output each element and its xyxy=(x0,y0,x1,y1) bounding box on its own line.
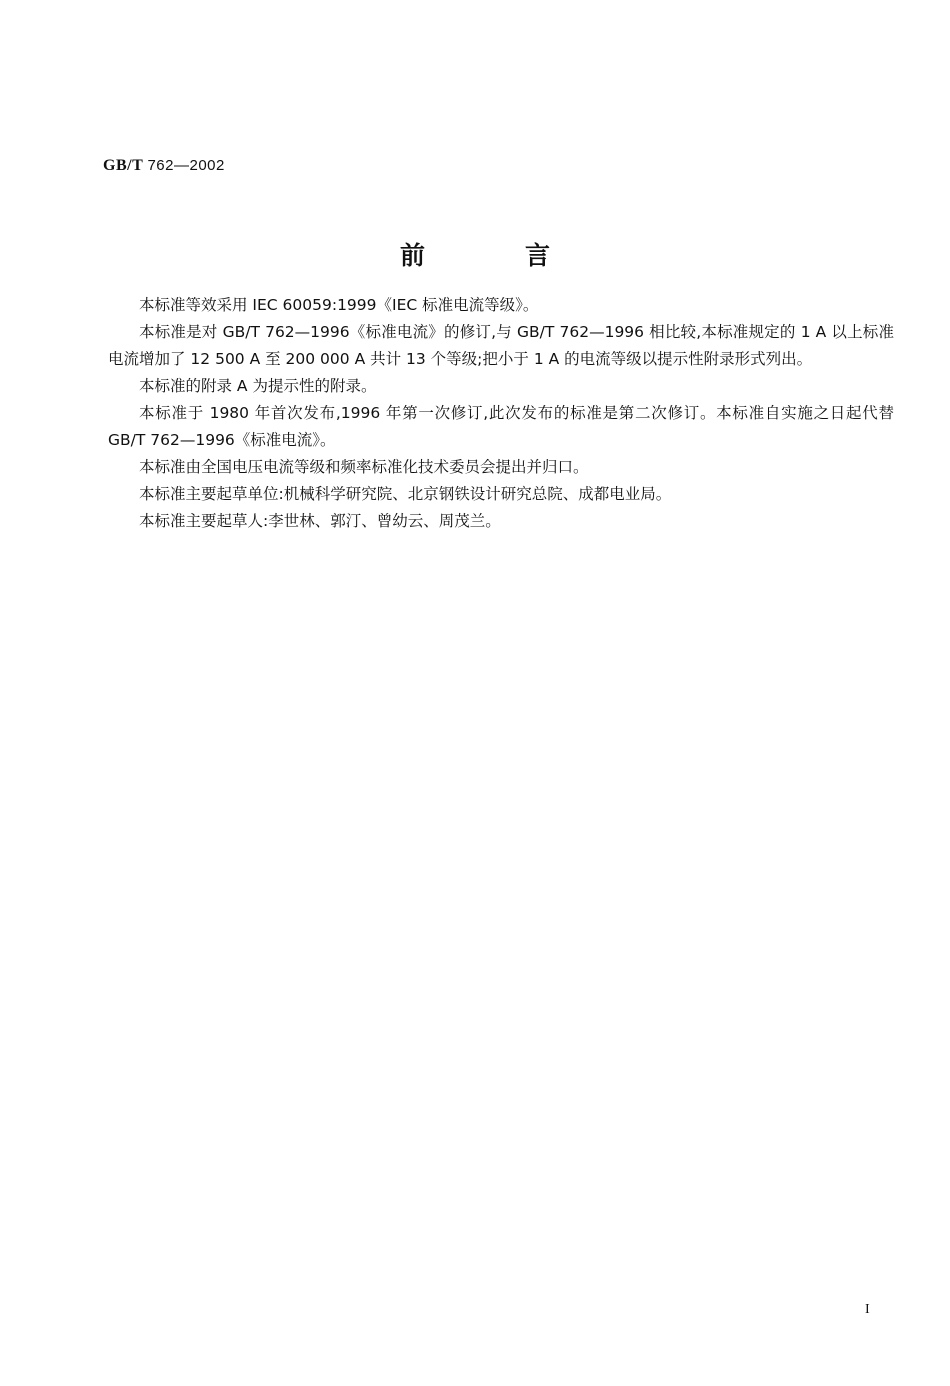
page-title: 前言 xyxy=(399,241,650,270)
standard-code-prefix: GB/T xyxy=(103,157,143,174)
paragraph-history: 本标准于 1980 年首次发布,1996 年第一次修订,此次发布的标准是第二次修订。本标准自实施之日起代替 GB/T 762—1996《标准电流》。 xyxy=(108,404,894,449)
paragraph-proposer: 本标准由全国电压电流等级和频率标准化技术委员会提出并归口。 xyxy=(139,458,589,476)
standard-code xyxy=(103,157,225,175)
page-number: I xyxy=(865,1302,870,1317)
paragraph-adoption: 本标准等效采用 IEC 60059:1999《IEC 标准电流等级》。 xyxy=(139,296,539,314)
paragraph-drafting-units: 本标准主要起草单位:机械科学研究院、北京钢铁设计研究总院、成都电业局。 xyxy=(139,485,672,503)
paragraph-drafters: 本标准主要起草人:李世林、郭汀、曾幼云、周茂兰。 xyxy=(139,512,501,530)
paragraph-revision: 本标准是对 GB/T 762—1996《标准电流》的修订,与 GB/T 762—1996 相比较,本标准规定的 1 A 以上标准电流增加了 12 500 A 至 200 000 A 共计 13 个等级;把小于 1 A 的电流等级以提示性附录形式列出。 xyxy=(108,323,894,368)
foreword-body xyxy=(108,292,894,535)
standard-code-number: 762—2002 xyxy=(147,157,225,174)
paragraph-annex: 本标准的附录 A 为提示性的附录。 xyxy=(139,377,377,395)
